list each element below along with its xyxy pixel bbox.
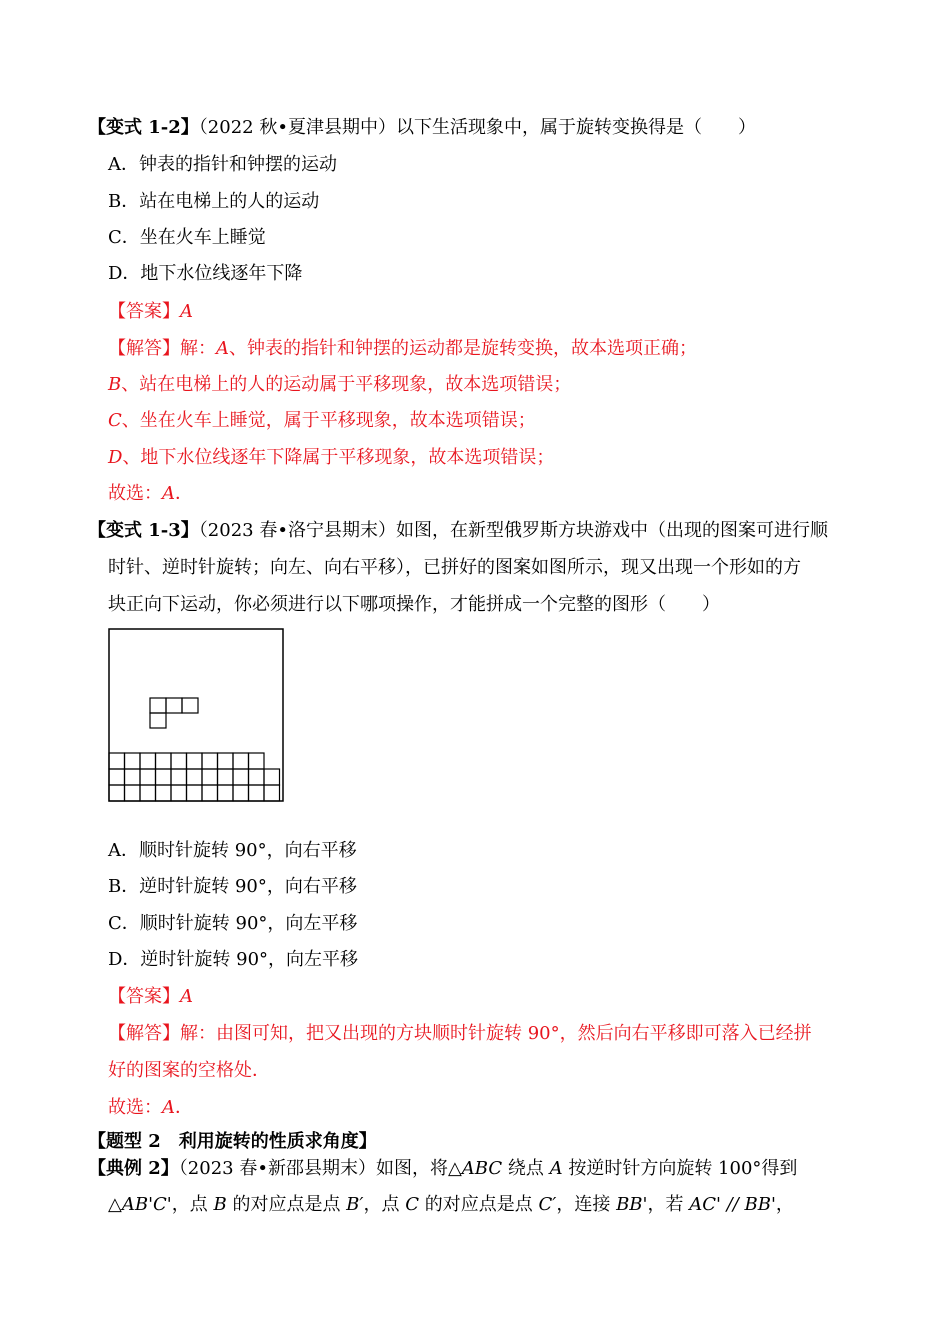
stack-cell [218,753,234,769]
solution-letter: B [108,374,122,395]
answer-1-2 [108,300,193,324]
option-b: B．逆时针旋转 90°，向右平移 [108,876,357,897]
example-text: 的对应点是点 [419,1194,539,1215]
stack-cell [187,753,203,769]
example-text: 绕点 [502,1158,550,1179]
math-a: A [549,1158,563,1179]
math-b: B [213,1194,227,1215]
solution-1-3-line-1 [108,1022,812,1046]
math-bb-prime: BB' [616,1194,648,1215]
math-abc-prime: AB'C' [121,1194,172,1215]
solution-text: 解：由图可知，把又出现的方块顺时针旋转 90°，然后向右平移即可落入已经拼 [180,1023,812,1044]
solution-1-2-line-4 [108,446,554,470]
triangle-symbol: △ [108,1194,122,1215]
stacked-blocks [109,753,280,801]
question-1-3-text: （2023 春•洛宁县期末）如图，在新型俄罗斯方块游戏中（出现的图案可进行顺 [198,520,828,541]
example-2-prefix: 【典例 2】 [88,1158,179,1179]
falling-piece [150,698,198,728]
topic-2-title: 【题型 2 利用旋转的性质求角度】 [88,1131,377,1152]
example-text: 的对应点是点 [226,1194,347,1215]
stack-cell [218,769,234,785]
piece-cell [182,698,198,713]
stack-cell [218,785,234,801]
stack-cell [264,769,280,785]
stack-cell [187,785,203,801]
stack-cell [125,785,141,801]
example-2-line-2 [108,1193,794,1217]
solution-1-2-line-2 [108,373,571,397]
tetris-figure [108,628,284,804]
answer-value: A [180,986,193,1007]
example-2-line-1 [88,1157,797,1181]
stack-cell [249,753,265,769]
solution-text: 、钟表的指针和钟摆的运动都是旋转变换，故本选项正确； [229,338,697,359]
stack-cell [140,753,156,769]
solution-letter: C [108,410,122,431]
stack-cell [125,753,141,769]
example-text: ， [775,1194,794,1215]
example-text: 按逆时针方向旋转 100°得到 [562,1158,798,1179]
solution-text: 、坐在火车上睡觉，属于平移现象，故本选项错误； [121,410,536,431]
stack-cell [187,769,203,785]
solution-label: 【解答】 [108,1023,180,1044]
stack-cell [202,785,218,801]
conclusion-post: ． [175,483,193,504]
question-1-2-stem [88,116,756,140]
stack-cell [202,769,218,785]
stack-cell [125,769,141,785]
question-1-3-stem-line-3: 块正向下运动，你必须进行以下哪项操作，才能拼成一个完整的图形（ ） [108,594,720,615]
stack-cell [233,769,249,785]
solution-pre: 解： [180,338,216,359]
game-frame [109,629,283,801]
solution-letter: A [216,338,229,359]
stack-cell [202,753,218,769]
conclusion-value: A [162,483,175,504]
conclusion-pre: 故选： [108,483,162,504]
question-1-2-prefix: 【变式 1-2】 [88,117,199,138]
conclusion-post: ． [175,1097,193,1118]
solution-1-2-line-3 [108,409,536,433]
math-c: C [405,1194,420,1215]
math-condition: AC' // BB' [689,1194,776,1215]
stack-cell [171,753,187,769]
math-b-prime: B′ [346,1194,364,1215]
answer-1-3 [108,985,193,1009]
question-1-3-prefix: 【变式 1-3】 [88,520,199,541]
stack-cell [233,785,249,801]
piece-cell [150,713,166,728]
conclusion-pre: 故选： [108,1097,162,1118]
stack-cell [109,785,125,801]
stack-cell [140,769,156,785]
answer-label: 【答案】 [108,301,180,322]
example-text: （2023 春•新邵县期末）如图，将△ [178,1158,462,1179]
solution-1-3-line-2: 好的图案的空格处． [108,1060,270,1081]
stack-cell [249,785,265,801]
option-b: B．站在电梯上的人的运动 [108,191,320,212]
option-a: A．钟表的指针和钟摆的运动 [108,154,337,175]
piece-cell [150,698,166,713]
option-c: C．坐在火车上睡觉 [108,227,266,248]
stack-cell [109,769,125,785]
stack-cell [140,785,156,801]
example-text: ，若 [647,1194,690,1215]
question-1-3-stem-line-2: 时针、逆时针旋转；向左、向右平移），已拼好的图案如图所示，现又出现一个形如的方 [108,557,801,578]
solution-letter: D [108,447,123,468]
example-text: ，点 [363,1194,406,1215]
stack-cell [171,769,187,785]
example-text: ，点 [171,1194,214,1215]
question-1-2-text: （2022 秋•夏津县期中）以下生活现象中，属于旋转变换得是（ ） [198,117,756,138]
question-1-3-stem-line-1 [88,519,828,543]
stack-cell [156,785,172,801]
conclusion-1-3 [108,1096,193,1120]
solution-text: 、站在电梯上的人的运动属于平移现象，故本选项错误； [121,374,572,395]
stack-cell [156,753,172,769]
answer-value: A [180,301,193,322]
answer-label: 【答案】 [108,986,180,1007]
math-abc: ABC [461,1158,503,1179]
solution-text: 、地下水位线逐年下降属于平移现象，故本选项错误； [122,447,555,468]
piece-cell [166,698,182,713]
stack-cell [109,753,125,769]
stack-cell [264,785,280,801]
option-d: D．逆时针旋转 90°，向左平移 [108,949,359,970]
stack-cell [156,769,172,785]
stack-cell [249,769,265,785]
option-c: C．顺时针旋转 90°，向左平移 [108,913,358,934]
example-text: ，连接 [556,1194,617,1215]
conclusion-value: A [162,1097,175,1118]
option-a: A．顺时针旋转 90°，向右平移 [108,840,357,861]
solution-label: 【解答】 [108,338,180,359]
stack-cell [171,785,187,801]
math-c-prime: C′ [538,1194,557,1215]
option-d: D．地下水位线逐年下降 [108,263,303,284]
solution-1-2-line-1 [108,337,697,361]
conclusion-1-2 [108,482,193,506]
stack-cell [233,753,249,769]
